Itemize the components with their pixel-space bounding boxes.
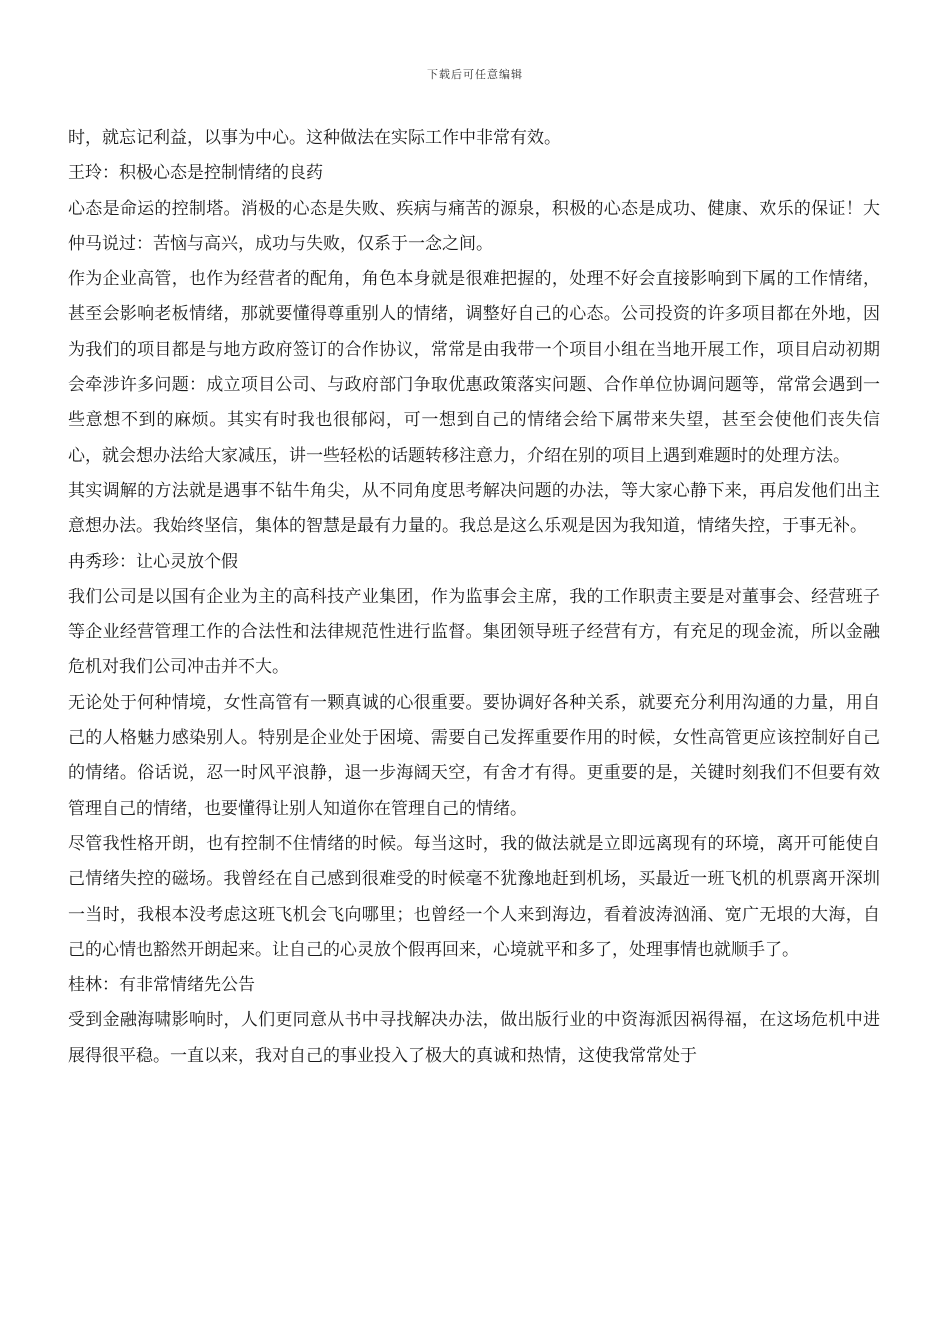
paragraph: 无论处于何种情境，女性高管有一颗真诚的心很重要。要协调好各种关系，就要充分利用沟通的力量，用自己的人格魅力感染别人。特别是企业处于困境、需要自己发挥重要作用的时候，女性高管更应该控制好自己的情绪。俗话说，忍一时风平浪静，退一步海阔天空，有舍才有得。更重要的是，关键时刻我们不但要有效管理自己的情绪，也要懂得让别人知道你在管理自己的情绪。 (68, 692, 880, 819)
document-body (68, 121, 880, 1074)
paragraph: 我们公司是以国有企业为主的高科技产业集团，作为监事会主席，我的工作职责主要是对董事会、经营班子等企业经营管理工作的合法性和法律规范性进行监督。集团领导班子经营有方，有充足的现金流，所以金融危机对我们公司冲击并不大。 (68, 586, 880, 678)
paragraph: 尽管我性格开朗，也有控制不住情绪的时候。每当这时，我的做法就是立即远离现有的环境，离开可能使自己情绪失控的磁场。我曾经在自己感到很难受的时候毫不犹豫地赶到机场，买最近一班飞机的机票离开深圳一当时，我根本没考虑这班飞机会飞向哪里；也曾经一个人来到海边，看着波涛汹涌、宽广无垠的大海，自己的心情也豁然开朗起来。让自己的心灵放个假再回来，心境就平和多了，处理事情也就顺手了。 (68, 833, 880, 960)
paragraph: 受到金融海啸影响时，人们更同意从书中寻找解决办法，做出版行业的中资海派因祸得福，在这场危机中进展得很平稳。一直以来，我对自己的事业投入了极大的真诚和热情，这使我常常处于 (68, 1010, 880, 1066)
section-heading-wang-ling: 王玲：积极心态是控制情绪的良药 (68, 163, 323, 184)
section-heading-ran-xiuzhen: 冉秀珍：让心灵放个假 (68, 551, 238, 572)
paragraph: 其实调解的方法就是遇事不钻牛角尖，从不同角度思考解决问题的办法，等大家心静下来，再启发他们出主意想办法。我始终坚信，集体的智慧是最有力量的。我总是这么乐观是因为我知道，情绪失控，于事无补。 (68, 480, 880, 537)
paragraph: 时，就忘记利益，以事为中心。这种做法在实际工作中非常有效。 (68, 128, 561, 148)
paragraph: 作为企业高管，也作为经营者的配角，角色本身就是很难把握的，处理不好会直接影响到下属的工作情绪，甚至会影响老板情绪，那就要懂得尊重别人的情绪，调整好自己的心态。公司投资的许多项目都在外地，因为我们的项目都是与地方政府签订的合作协议，常常是由我带一个项目小组在当地开展工作，项目启动初期会牵涉许多问题：成立项目公司、与政府部门争取优惠政策落实问题、合作单位协调问题等，常常会遇到一些意想不到的麻烦。其实有时我也很郁闷，可一想到自己的情绪会给下属带来失望，甚至会使他们丧失信心，就会想办法给大家减压，讲一些轻松的话题转移注意力，介绍在别的项目上遇到难题时的处理方法。 (68, 269, 880, 466)
section-heading-gui-lin: 桂林：有非常情绪先公告 (68, 975, 255, 996)
page-header-note: 下载后可任意编辑 (427, 68, 523, 81)
paragraph: 心态是命运的控制塔。消极的心态是失败、疾病与痛苦的源泉，积极的心态是成功、健康、欢乐的保证！大仲马说过：苦恼与高兴，成功与失败，仅系于一念之间。 (68, 198, 880, 254)
